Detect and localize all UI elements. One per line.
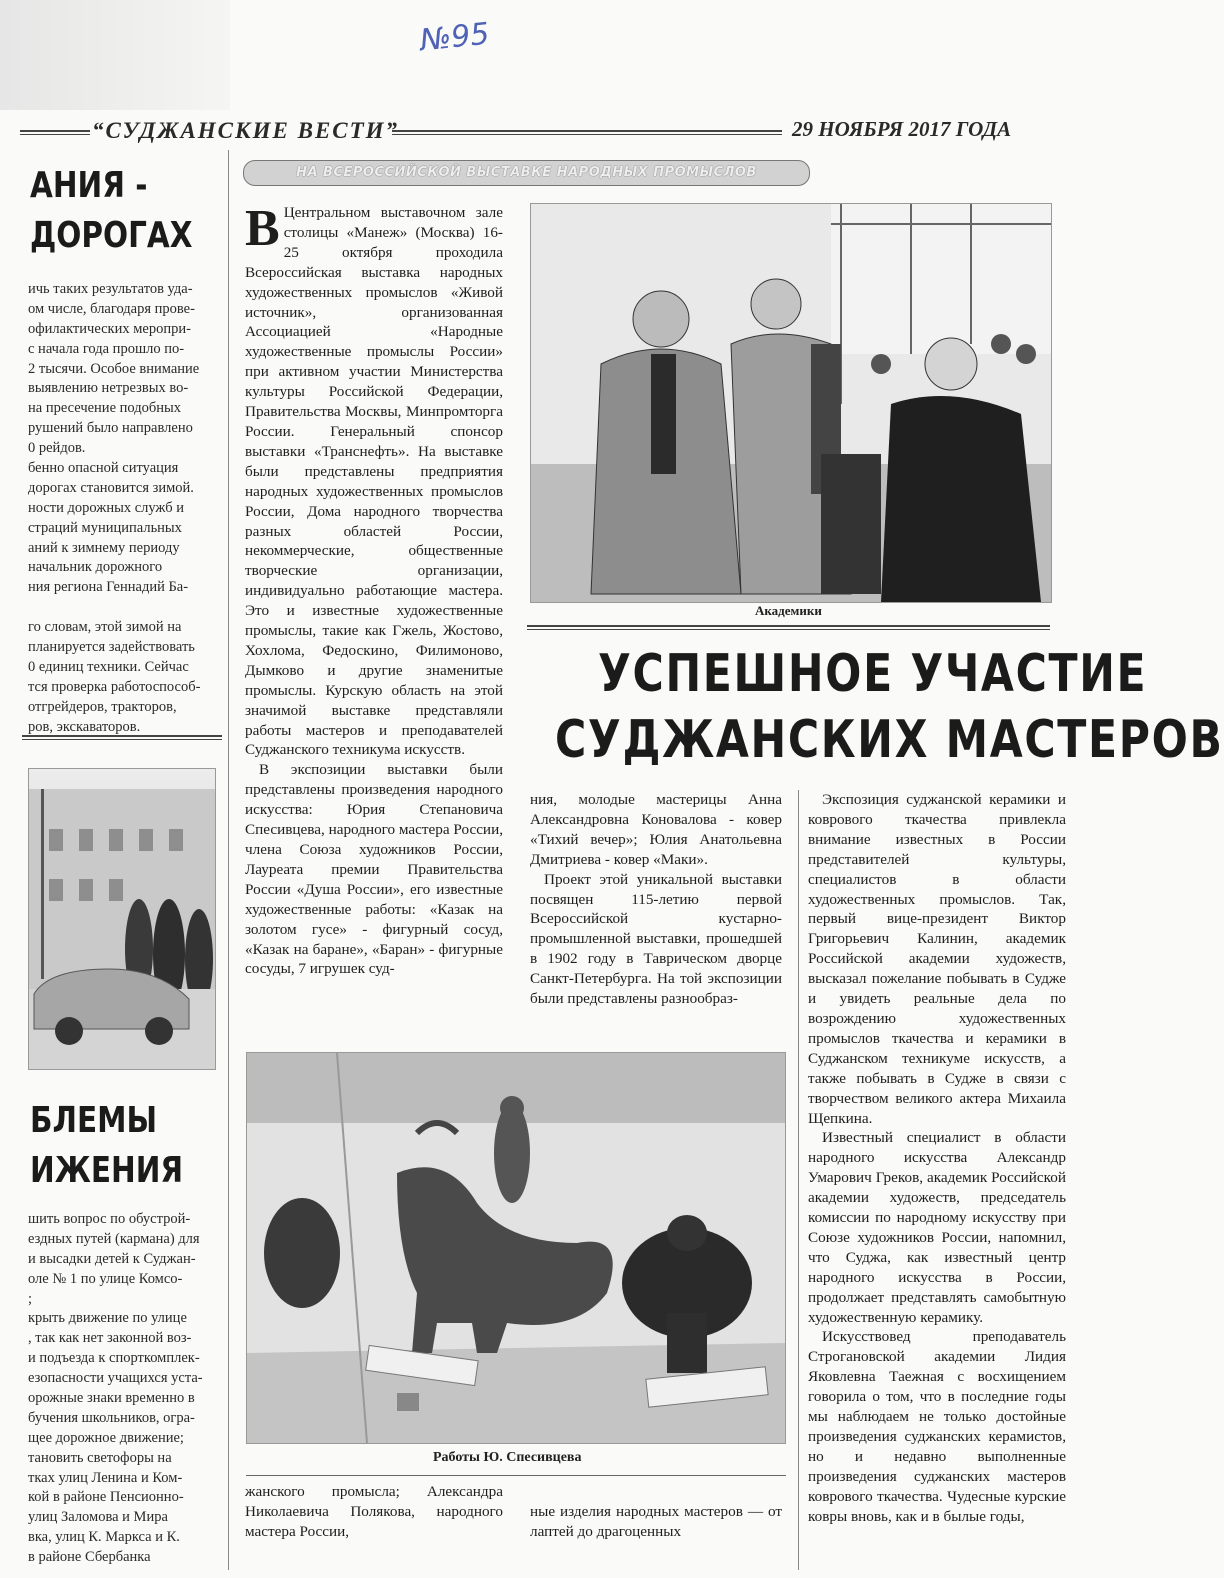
left-top-line: на пресечение подобных: [28, 400, 181, 417]
left-top-line: выявлению нетрезвых во-: [28, 380, 189, 397]
left-separator: [22, 735, 222, 740]
left-bottom-line: улиц Заломова и Мира: [28, 1509, 168, 1526]
main-col1-bottom-text: жанского промысла; Александра Николаевича Полякова, народного мастера России,: [245, 1483, 503, 1540]
left-top-line: тся проверка работоспособ-: [28, 678, 201, 695]
ceramics-photo: [246, 1052, 786, 1444]
left-top-line: начальник дорожного: [28, 559, 163, 576]
main-col3-para3: Искусствовед преподаватель Строгановской академии Лидия Яковлевна Таежная с восхищением говорила о том, что в последние годы мы наблюдаем не только достойные произведения суджанских керамистов, но и недавно выполненные произведения суджанских мастеров коврового ткачества. Чудесные курские ковры вновь, как и в былые годы,: [808, 1328, 1066, 1525]
left-bottom-line: оле № 1 по улице Комсо-: [28, 1270, 183, 1287]
left-top-line: ров, экскаваторов.: [28, 718, 141, 735]
left-article-top-text: [28, 280, 223, 737]
left-bottom-line: и подъезда к спорткомплек-: [28, 1350, 200, 1367]
left-top-line: ности дорожных служб и: [28, 499, 185, 516]
prev-page-edge: [0, 0, 230, 110]
main-col2-bottom-text: ные изделия народных мастеров — от лаптей до драгоценных: [530, 1503, 782, 1540]
newspaper-name: “СУДЖАНСКИЕ ВЕСТИ”: [92, 118, 400, 143]
left-bottom-line: езопасности учащихся уста-: [28, 1370, 203, 1387]
left-top-line: го словам, этой зимой на: [28, 619, 182, 636]
main-col1-para2: В экспозиции выставки были представлены произведения народного искусства: Юрия Степановича Спесивцева, народного мастера России, члена Союза художников России, Лауреата премии Правительства России «Душа России», его известные художественные работы: «Казак на золотом гусе» - фигурный сосуд, «Казак на баране», «Баран» - фигурные сосуды, 7 игрушек суд-: [245, 761, 503, 978]
rubric-text: НА ВСЕРОССИЙСКОЙ ВЫСТАВКЕ НАРОДНЫХ ПРОМЫСЛОВ: [296, 165, 757, 180]
title-rule: [527, 625, 1050, 630]
header-rule-left: [20, 130, 90, 135]
ceramics-photo-drawing: [247, 1053, 785, 1443]
caption-academics: Академики: [755, 603, 822, 618]
main-col3-para2: Известный специалист в области народного искусства Александр Умарович Греков, академик Российской академии художеств, председатель комиссии по народному искусству при Союзе художников России, напомнил, что Суджа, как известный центр народного искусства в России, продолжает представлять самобытную художественную керамику.: [808, 1129, 1066, 1326]
left-bottom-line: ездных путей (кармана) для: [28, 1230, 200, 1247]
left-street-photo: [28, 768, 216, 1070]
rubric-bar: [243, 160, 810, 186]
main-column-2: [530, 790, 782, 1009]
left-column-divider: [228, 150, 229, 1570]
left-top-line: с начала года прошло по-: [28, 340, 185, 357]
left-bottom-line: бучения школьников, огра-: [28, 1409, 195, 1426]
left-top-line: страций муниципальных: [28, 519, 182, 536]
left-bottom-line: щее дорожное движение;: [28, 1429, 184, 1446]
left-bottom-line: ;: [28, 1290, 33, 1307]
caption-ceramics: Работы Ю. Спесивцева: [433, 1450, 582, 1465]
left-top-line: планируется задействовать: [28, 639, 195, 656]
left-top-line: [28, 598, 223, 618]
left-heading-1: АНИЯ -: [30, 165, 148, 206]
left-bottom-line: шить вопрос по обустрой-: [28, 1211, 191, 1227]
left-bottom-line: в районе Сбербанка: [28, 1549, 151, 1566]
column-3-divider: [798, 790, 799, 1570]
main-title-line-1: УСПЕШНОЕ УЧАСТИЕ: [598, 644, 1148, 704]
dropcap: В: [245, 200, 280, 257]
left-top-line: дорогах становится зимой.: [28, 479, 194, 496]
handwritten-number: №95: [418, 16, 492, 59]
academics-photo-drawing: [531, 204, 1051, 602]
left-heading-3: БЛЕМЫ: [30, 1100, 158, 1141]
left-bottom-line: и высадки детей к Суджан-: [28, 1250, 196, 1267]
academics-photo: [530, 203, 1052, 603]
left-article-bottom-text: [28, 1210, 223, 1568]
main-column-2-bottom: [530, 1502, 782, 1542]
left-top-line: офилактических меропри-: [28, 320, 191, 337]
left-top-line: бенно опасной ситуация: [28, 460, 179, 477]
main-col1-para1: Центральном выставочном зале столицы «Манеж» (Москва) 16-25 октября проходила Всероссийская выставка народных художественных промыслов «Живой источник», организованная Ассоциацией «Народные художественные промыслы России» при активном участии Министерства культуры Российской Федерации, Правительства Москвы, Минпромторга России. Генеральный спонсор выставки «Транснефть». На выставке были представлены предприятия народных художественных промыслов России, Дома народного творчества разных областей России, некоммерческие, общественные творческие организации, индивидуально работающие мастера. Это и известные художественные промыслы, такие как Гжель, Жостово, Хохлома, Федоскино, Филимоново, Дымково и другие знаменитые промыслы. Курскую область на этой значимой выставке представляли работы мастеров и преподавателей Суджанского техникума искусств.: [245, 204, 503, 759]
main-col2-para2: Проект этой уникальной выставки посвящен 115-летию первой Всероссийской кустарно-промышленной выставки, прошедшей в 1902 году в Таврическом дворце Санкт-Петербурга. На той экспозиции были представлены разнообраз-: [530, 870, 782, 1008]
main-column-3: [808, 790, 1066, 1527]
left-top-line: рушений было направлено: [28, 420, 193, 437]
left-bottom-line: крыть движение по улице: [28, 1310, 187, 1327]
left-top-line: отгрейдеров, тракторов,: [28, 698, 177, 715]
left-bottom-line: орожные знаки временно в: [28, 1390, 195, 1407]
left-top-line: ичь таких результатов уда-: [28, 281, 193, 297]
left-top-line: 0 рейдов.: [28, 440, 86, 457]
left-bottom-line: тках улиц Ленина и Ком-: [28, 1469, 183, 1486]
left-bottom-line: , так как нет законной воз-: [28, 1330, 192, 1347]
left-top-line: ом числе, благодаря прове-: [28, 300, 195, 317]
left-top-line: ния региона Геннадий Ба-: [28, 579, 189, 596]
main-col3-para1: Экспозиция суджанской керамики и коврового ткачества привлекла внимание известных в России представителей культуры, специалистов в области художественных промыслов. Так, первый вице-президент Виктор Григорьевич Калинин, академик Российской академии художеств, высказал пожелание побывать в Судже и увидеть реальные дела по возрождению художественных промыслов ткачества и керамики в Суджанском техникуме искусств, а также побывать в Судже в связи с творчеством великого актера Михаила Щепкина.: [808, 791, 1066, 1127]
left-top-line: 2 тысячи. Особое внимание: [28, 360, 200, 377]
left-bottom-line: тановить светофоры на: [28, 1449, 172, 1466]
left-heading-2: ДОРОГАХ: [30, 215, 193, 256]
main-title-line-2: СУДЖАНСКИХ МАСТЕРОВ: [555, 710, 1224, 770]
main-column-1-bottom: [245, 1482, 503, 1542]
ceramics-bottom-rule: [246, 1475, 786, 1476]
header-rule-mid: [392, 130, 782, 135]
main-col2-para1: ния, молодые мастерицы Анна Александровна Коновалова - ковер «Тихий вечер»; Юлия Анатольевна Дмитриева - ковер «Маки».: [530, 791, 782, 868]
main-column-1: [245, 200, 503, 979]
left-top-line: аний к зимнему периоду: [28, 539, 180, 556]
left-heading-4: ИЖЕНИЯ: [30, 1150, 184, 1191]
issue-date: 29 НОЯБРЯ 2017 ГОДА: [792, 117, 1012, 141]
street-photo-drawing: [29, 769, 215, 1069]
left-bottom-line: кой в районе Пенсионно-: [28, 1489, 184, 1506]
left-bottom-line: вка, улиц К. Маркса и К.: [28, 1529, 180, 1546]
left-top-line: 0 единиц техники. Сейчас: [28, 658, 189, 675]
